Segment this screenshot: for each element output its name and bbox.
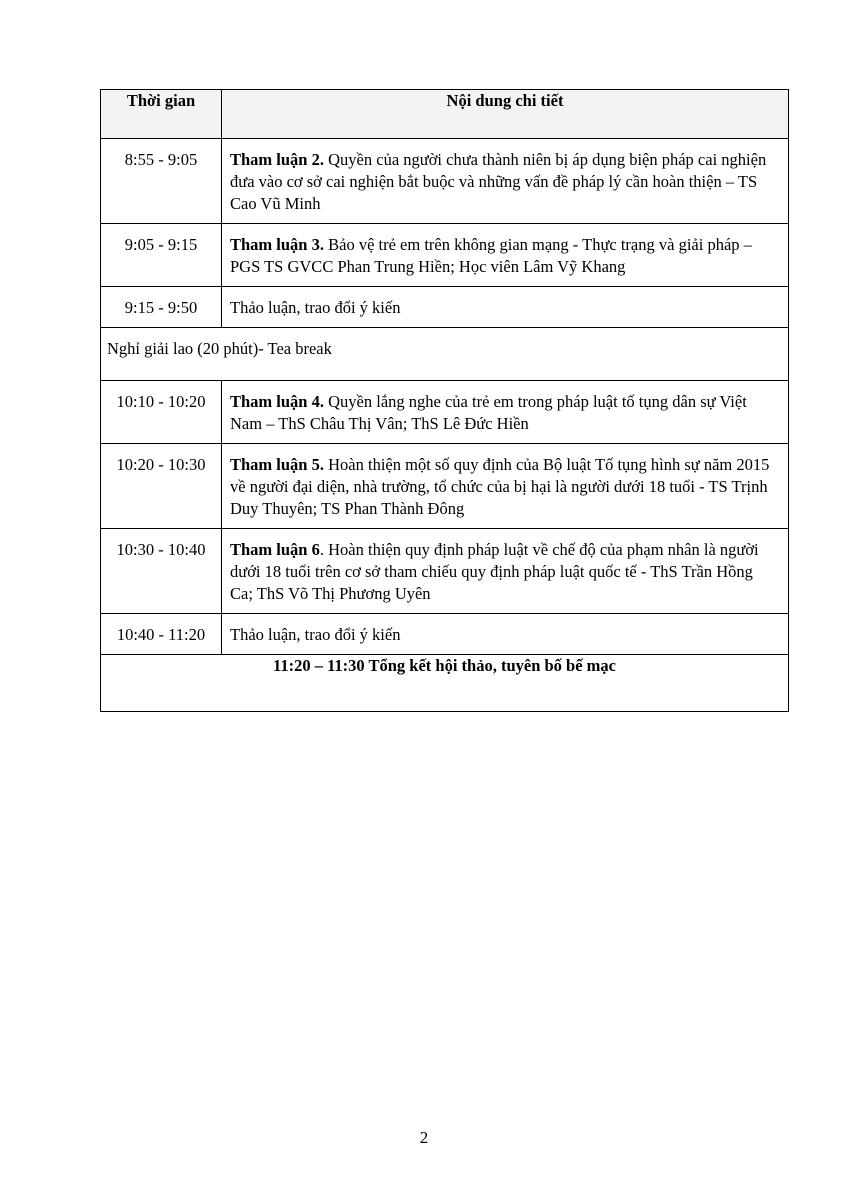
row-time: 8:55 - 9:05 <box>101 139 222 224</box>
row-time: 9:15 - 9:50 <box>101 287 222 328</box>
schedule-table <box>100 89 789 712</box>
table-row <box>101 381 789 444</box>
row-text: Hoàn thiện một số quy định của Bộ luật Tố tụng hình sự năm 2015 về người đại diện, nhà trường, tổ chức của bị hại là người dưới 18 tuổi - TS Trịnh Duy Thuyên; TS Phan Thành Đông <box>230 455 770 518</box>
closing-label: 11:20 – 11:30 Tổng kết hội thảo, tuyên bố bế mạc <box>101 655 789 712</box>
closing-row <box>101 655 789 712</box>
table-row <box>101 444 789 529</box>
row-time: 10:20 - 10:30 <box>101 444 222 529</box>
table-row <box>101 287 789 328</box>
row-text: Quyền lắng nghe của trẻ em trong pháp luật tố tụng dân sự Việt Nam – ThS Châu Thị Vân; ThS Lê Đức Hiền <box>230 392 747 433</box>
row-time: 10:10 - 10:20 <box>101 381 222 444</box>
table-header-row <box>101 90 789 139</box>
header-time: Thời gian <box>101 90 222 139</box>
row-text: Quyền của người chưa thành niên bị áp dụng biện pháp cai nghiện đưa vào cơ sở cai nghiện bắt buộc và những vấn đề pháp lý cần hoàn thiện – TS Cao Vũ Minh <box>230 150 767 213</box>
row-content <box>222 381 789 444</box>
table-row <box>101 139 789 224</box>
row-text: Thảo luận, trao đổi ý kiến <box>230 625 401 644</box>
row-time: 10:40 - 11:20 <box>101 614 222 655</box>
row-content <box>222 287 789 328</box>
header-content: Nội dung chi tiết <box>222 90 789 139</box>
row-text: Bảo vệ trẻ em trên không gian mạng - Thực trạng và giải pháp – PGS TS GVCC Phan Trung Hiền; Học viên Lâm Vỹ Khang <box>230 235 752 276</box>
page-number: 2 <box>419 1128 429 1147</box>
row-title: Tham luận 2. <box>230 150 324 169</box>
row-time: 9:05 - 9:15 <box>101 224 222 287</box>
row-content <box>222 139 789 224</box>
table-row <box>101 224 789 287</box>
row-title: Tham luận 4. <box>230 392 324 411</box>
row-content <box>222 614 789 655</box>
row-title: Tham luận 6 <box>230 540 320 559</box>
row-time: 10:30 - 10:40 <box>101 529 222 614</box>
row-content <box>222 444 789 529</box>
break-label: Nghỉ giải lao (20 phút)- Tea break <box>101 328 789 381</box>
row-content <box>222 529 789 614</box>
row-text: . Hoàn thiện quy định pháp luật về chế độ của phạm nhân là người dưới 18 tuổi trên cơ sở tham chiếu quy định pháp luật quốc tế - ThS Trần Hồng Ca; ThS Võ Thị Phương Uyên <box>230 540 759 603</box>
row-title: Tham luận 3. <box>230 235 324 254</box>
row-title: Tham luận 5. <box>230 455 324 474</box>
break-row <box>101 328 789 381</box>
row-text: Thảo luận, trao đổi ý kiến <box>230 298 401 317</box>
table-row <box>101 529 789 614</box>
row-content <box>222 224 789 287</box>
table-row <box>101 614 789 655</box>
